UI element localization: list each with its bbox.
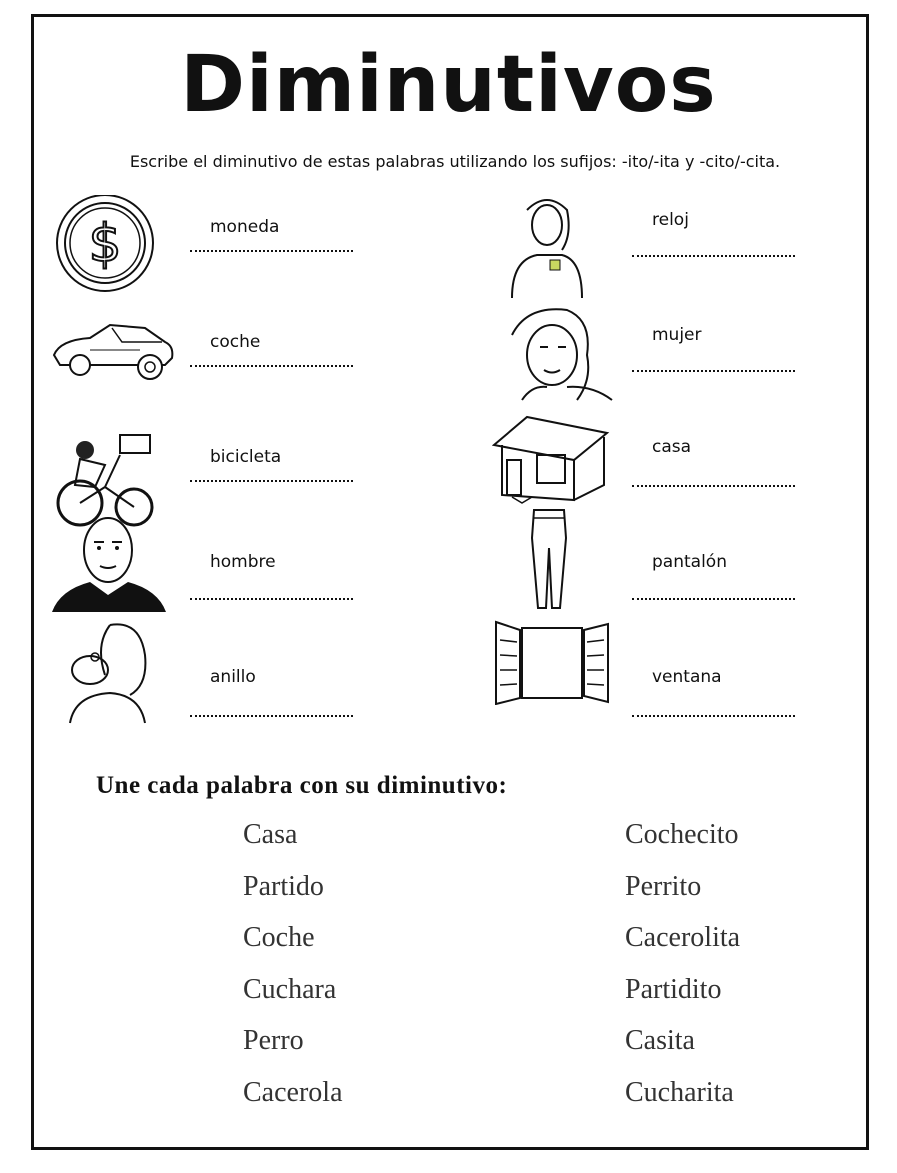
answer-line[interactable] <box>190 365 353 367</box>
word-label: moneda <box>210 217 280 237</box>
word-label: coche <box>210 332 261 352</box>
match-word[interactable]: Partido <box>243 870 324 902</box>
exercise-item-pantalon <box>492 508 897 618</box>
exercise-item-hombre <box>50 510 470 620</box>
match-diminutive[interactable]: Cucharita <box>625 1076 734 1108</box>
answer-line[interactable] <box>190 715 353 717</box>
answer-line[interactable] <box>190 250 353 252</box>
word-label: hombre <box>210 552 276 572</box>
answer-line[interactable] <box>190 480 353 482</box>
answer-line[interactable] <box>632 598 795 600</box>
woman-icon <box>492 305 622 415</box>
ring-icon <box>50 615 180 725</box>
exercise-item-mujer <box>492 305 897 415</box>
car-icon <box>50 310 180 420</box>
answer-line[interactable] <box>190 598 353 600</box>
window-icon <box>492 620 622 730</box>
match-word[interactable]: Cacerola <box>243 1076 343 1108</box>
match-diminutive[interactable]: Cacerolita <box>625 922 741 953</box>
exercise-item-moneda <box>50 195 470 305</box>
exercise-item-ventana <box>492 620 897 730</box>
word-label: reloj <box>652 210 689 230</box>
exercise-item-coche <box>50 310 470 420</box>
instructions: Escribe el diminutivo de estas palabras utilizando los sufijos: -ito/-ita y -cito/-cita. <box>129 152 781 171</box>
word-label: bicicleta <box>210 447 282 467</box>
page-title: Diminutivos <box>180 40 717 130</box>
svg-text:$: $ <box>88 214 122 274</box>
match-word[interactable]: Casa <box>243 819 298 850</box>
answer-line[interactable] <box>632 255 795 257</box>
exercise-item-reloj <box>492 190 897 300</box>
word-label: anillo <box>210 667 256 687</box>
word-label: casa <box>652 437 692 457</box>
answer-line[interactable] <box>632 370 795 372</box>
man-icon <box>50 510 180 620</box>
match-diminutive[interactable]: Casita <box>625 1025 695 1056</box>
match-diminutive[interactable]: Cochecito <box>625 819 739 850</box>
match-word[interactable]: Cuchara <box>243 973 337 1005</box>
answer-line[interactable] <box>632 715 795 717</box>
matching-right-column <box>625 818 740 1127</box>
watch-icon <box>492 190 622 300</box>
answer-line[interactable] <box>632 485 795 487</box>
word-label: ventana <box>652 667 722 687</box>
match-diminutive[interactable]: Partidito <box>625 973 722 1005</box>
trousers-icon <box>492 508 622 618</box>
match-word[interactable]: Coche <box>243 922 315 953</box>
match-word[interactable]: Perro <box>243 1025 304 1056</box>
matching-left-column <box>243 818 343 1127</box>
match-diminutive[interactable]: Perrito <box>625 870 702 902</box>
matching-title: Une cada palabra con su diminutivo: <box>96 772 508 799</box>
word-label: pantalón <box>652 552 727 572</box>
word-label: mujer <box>652 325 702 345</box>
exercise-item-anillo <box>50 615 470 725</box>
coin-icon <box>50 195 180 305</box>
